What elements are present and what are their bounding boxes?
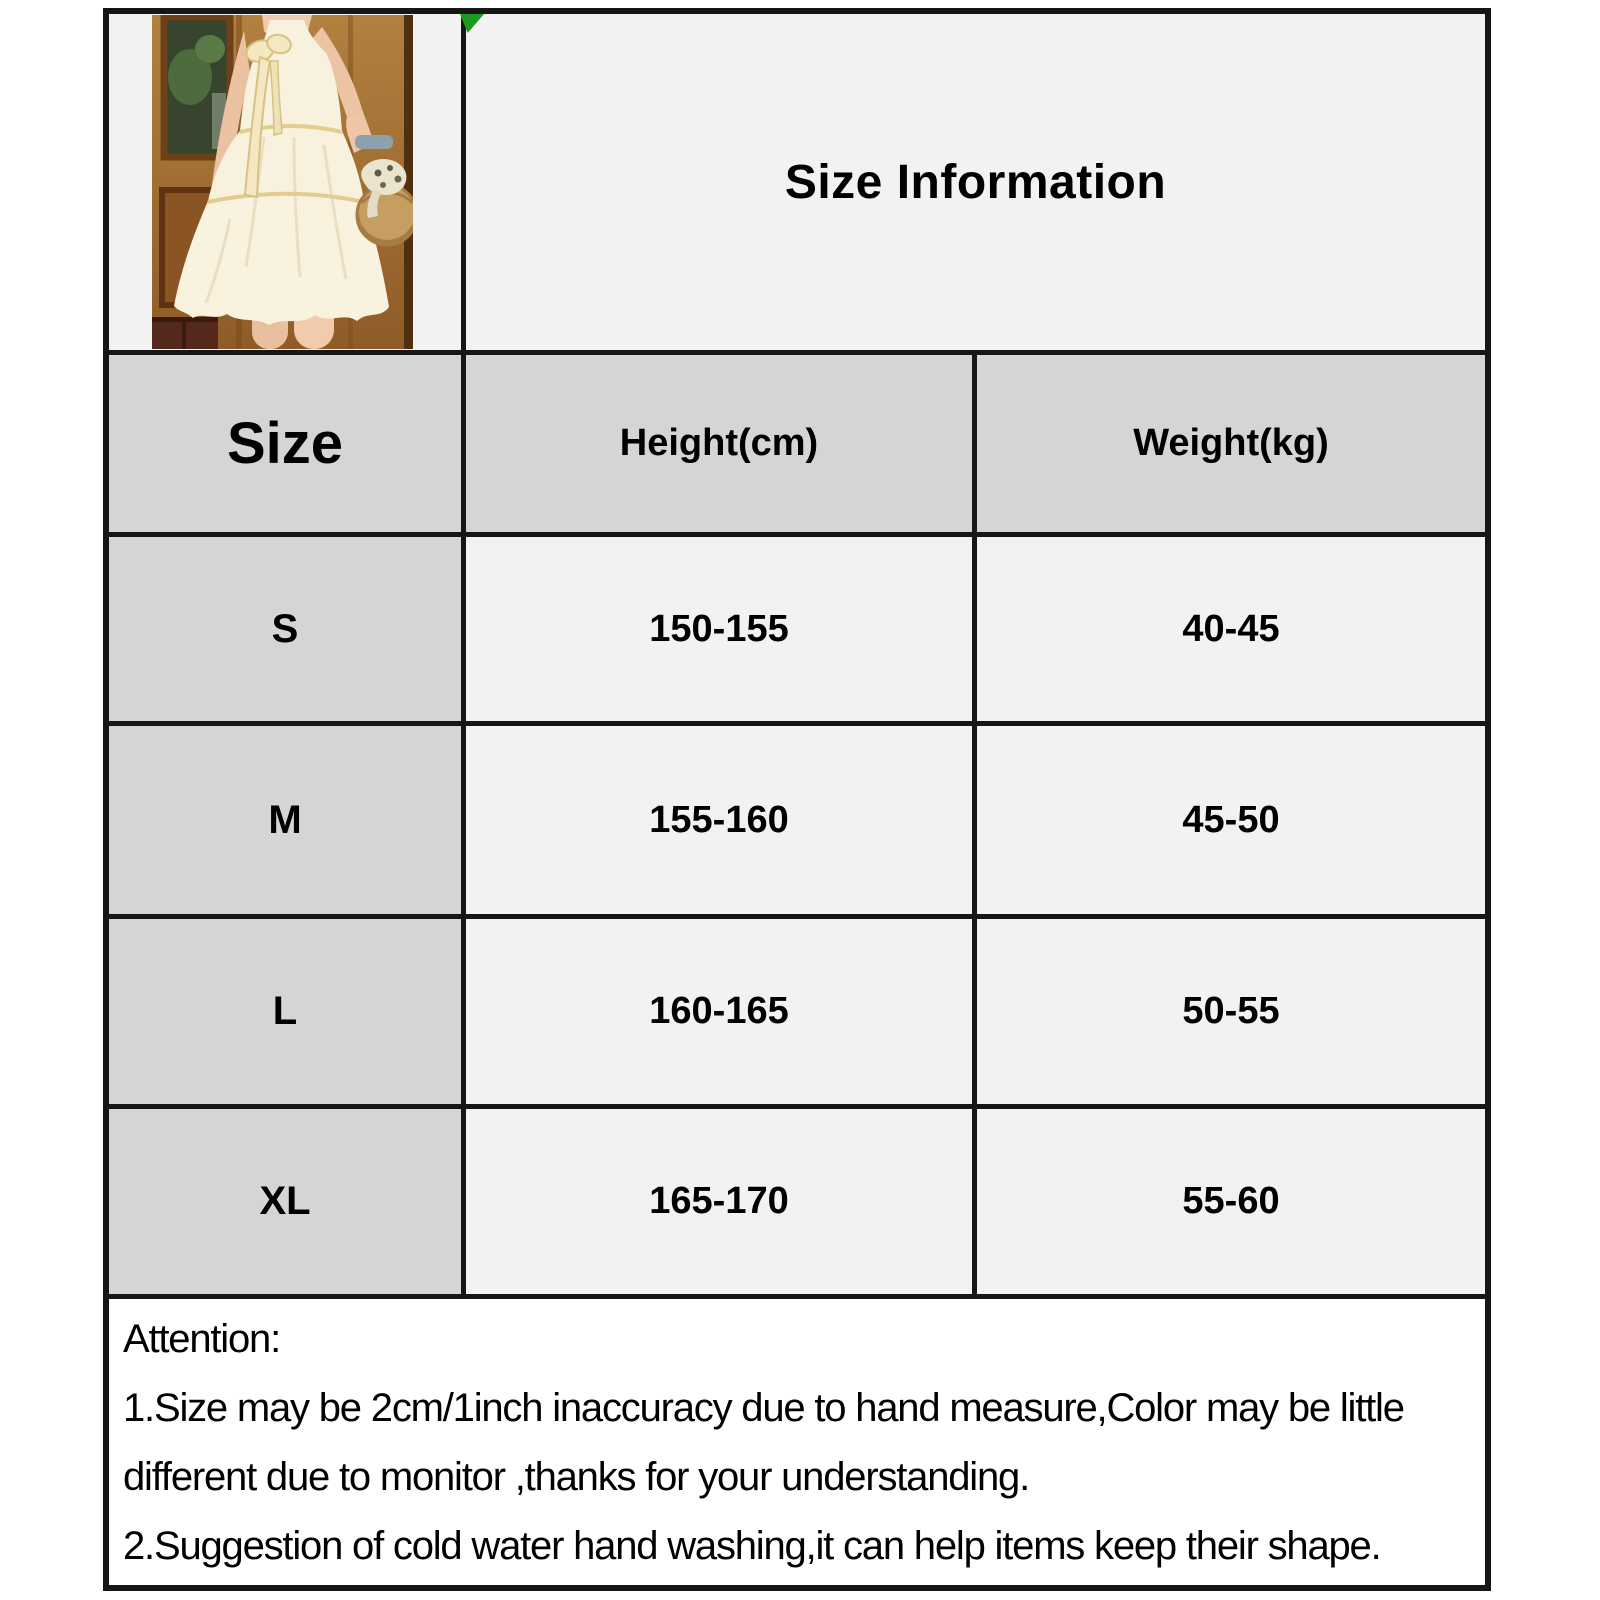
product-photo [152, 15, 413, 349]
column-header-weight: Weight(kg) [977, 355, 1485, 532]
green-corner-flag-icon [460, 14, 484, 33]
height-cell-s: 150-155 [466, 537, 972, 721]
height-cell-l: 160-165 [466, 919, 972, 1104]
attention-heading: Attention: [123, 1317, 281, 1361]
attention-note-1: 1.Size may be 2cm/1inch inaccuracy due to hand measure,Color may be little different due to monitor ,thanks for your understanding. [123, 1386, 1404, 1499]
column-header-size: Size [109, 355, 461, 532]
phone [355, 135, 393, 149]
product-photo-cell [109, 14, 461, 350]
attention-note-2: 2.Suggestion of cold water hand washing,it can help items keep their shape. [123, 1524, 1381, 1568]
title-cell [466, 14, 1485, 350]
size-cell-xl: XL [109, 1109, 461, 1294]
page-title: Size Information [784, 155, 1167, 209]
size-cell-l: L [109, 919, 461, 1104]
height-cell-m: 155-160 [466, 726, 972, 914]
column-header-height: Height(cm) [466, 355, 972, 532]
size-cell-s: S [109, 537, 461, 721]
weight-cell-s: 40-45 [977, 537, 1485, 721]
height-cell-xl: 165-170 [466, 1109, 972, 1294]
straw-bag [357, 159, 413, 245]
size-cell-m: M [109, 726, 461, 914]
weight-cell-xl: 55-60 [977, 1109, 1485, 1294]
weight-cell-m: 45-50 [977, 726, 1485, 914]
attention-section [109, 1299, 1485, 1585]
floor [152, 317, 218, 349]
weight-cell-l: 50-55 [977, 919, 1485, 1104]
size-chart-table [103, 8, 1491, 1591]
